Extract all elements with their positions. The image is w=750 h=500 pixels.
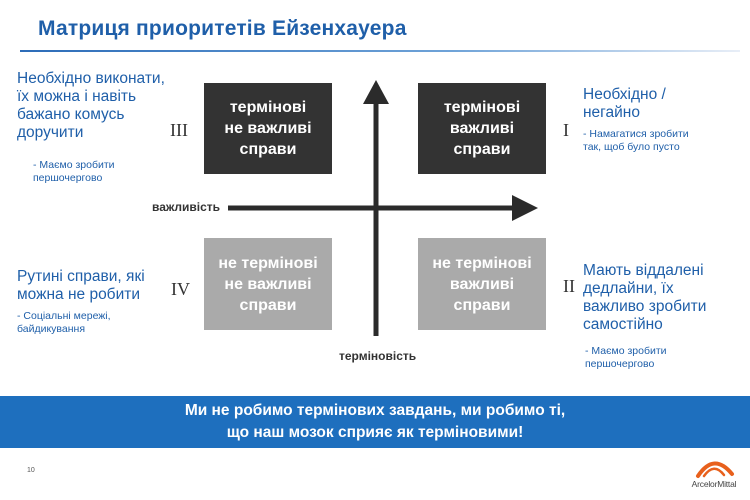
note-bottom-right-heading: Мають віддалені дедлайни, їх важливо зробити самостійно — [583, 262, 707, 333]
conclusion-banner: Ми не робимо термінових завдань, ми робимо ті, що наш мозок сприяє як терміновими! — [0, 396, 750, 448]
quadrant-not-urgent-important: не термінові важливі справи — [418, 238, 546, 330]
company-logo — [682, 450, 746, 494]
axis-label-urgency: терміновість — [339, 349, 417, 363]
note-top-left-sub: - Маємо зробити першочергово — [33, 159, 115, 184]
roman-numeral-ii: II — [563, 276, 575, 296]
logo-text: ArcelorMittal — [691, 479, 737, 489]
note-bottom-left-heading: Рутині справи, які можна не робити — [17, 268, 145, 303]
roman-numeral-iii: III — [170, 120, 188, 140]
page-number: 10 — [27, 467, 35, 474]
axis-label-importance: важливість — [152, 200, 221, 214]
quadrant-urgent-not-important: термінові не важливі справи — [204, 83, 332, 174]
logo-swoosh-icon — [682, 450, 746, 480]
note-top-right-heading: Необхідно / негайно — [583, 86, 666, 121]
note-top-left-heading: Необхідно виконати, їх можна і навіть бажано комусь доручити — [17, 70, 165, 141]
roman-numeral-iv: IV — [171, 279, 190, 299]
quadrant-urgent-important: термінові важливі справи — [418, 83, 546, 174]
horizontal-axis-arrow — [228, 195, 538, 221]
roman-numeral-i: I — [563, 120, 569, 140]
slide-title: Матриця приоритетів Ейзенхауера — [38, 17, 407, 40]
note-bottom-left-sub: - Соціальні мережі, байдикування — [17, 310, 111, 335]
quadrant-not-urgent-not-important: не термінові не важливі справи — [204, 238, 332, 330]
note-top-right-sub: - Намагатися зробити так, щоб було пусто — [583, 128, 689, 153]
note-bottom-right-sub: - Маємо зробити першочергово — [585, 345, 667, 370]
